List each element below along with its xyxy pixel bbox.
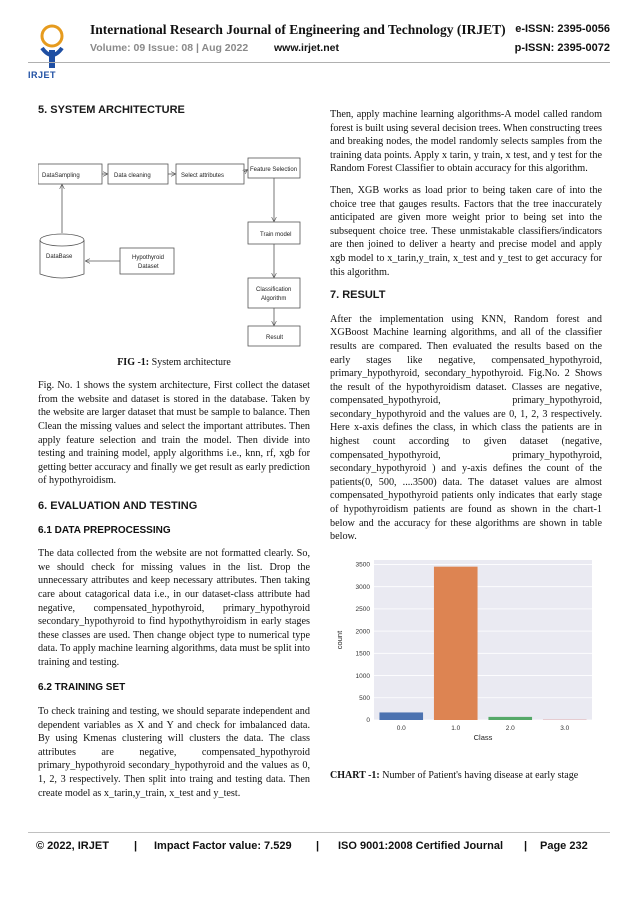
page-header [28,18,610,88]
diagram-label-classification: Classification [256,286,292,293]
volume-issue: Volume: 09 Issue: 08 | Aug 2022 [90,42,249,54]
paragraph-architecture: Fig. No. 1 shows the system architecture, First collect the dataset from the website and dataset is stored in the database. Taken by the website are larger dataset that must be sample to balance. Then Clean the missing values and select the important attributes. Then apply feature selection and train the model. Then divide into testing and training model, apply algorithms i.e., knn, rf, xgb for getting better accuracy and finally we get result as early prediction of hypothyroidism. [38,380,310,487]
chart-ytick-label: 1500 [355,650,370,658]
diagram-label-select-attributes: Select attributes [181,172,225,179]
footer-iso: ISO 9001:2008 Certified Journal [338,840,504,852]
footer-sep-2: | [316,840,320,852]
journal-title: International Research Journal of Engineering and Technology (IRJET) [90,22,506,37]
database-cylinder-top [40,234,84,246]
diagram-label-dataset: Dataset [138,263,159,270]
chart-y-axis-label: count [335,630,344,649]
chart-x-axis-label: Class [473,732,493,742]
paragraph-training-set: To check training and testing, we should separate independent and dependent variables as X and Y and check for imbalanced data. By using Kmenas clustering will clusters the data. The class attributes are negative, compensated_hypothyroid primary_hypothyroid secondary_hypothyroid and the values as 0, 1, 2, 3 respectively. Then split into traing and testing data. Then create model as x_tarin,y_train, x_test and y_test. [38,706,310,799]
chart-ytick-label: 3000 [355,583,370,591]
chart-xtick-label: 2.0 [505,724,515,732]
logo-text: IRJET [28,70,57,80]
fig-1-caption [38,356,310,370]
diagram-label-database: DataBase [46,253,73,260]
classification-box [248,278,300,308]
diagram-label-data-cleaning: Data cleaning [114,172,151,179]
chart-ytick-label: 2000 [355,628,370,636]
section-6-2-heading: 6.2 TRAINING SET [38,682,126,694]
fig-caption-label: FIG -1: [117,356,150,368]
section-6-1-heading: 6.1 DATA PREPROCESSING [38,524,171,536]
chart-ytick-label: 3500 [355,561,370,569]
chart-bar-0.0 [379,712,423,720]
paragraph-xgb: Then, XGB works as load prior to being taken care of into the choice tree that gauges results. Factors that the tree inaccurately anticipated are given more weight prior to being set into the subsequent choice tree. These unmistakable classifiers/indicators are then joined to deliver a hearty and precise model and apply xgb model to x_tarin,y_train, x_test and y_test to get accuracy for this algorithm. [330,184,602,278]
chart-ytick-label: 2500 [355,605,370,613]
chart-ytick-label: 0 [366,717,370,725]
e-issn: e-ISSN: 2395-0056 [515,23,610,35]
chart-ytick-label: 500 [359,694,370,702]
irjet-logo [34,22,70,74]
diagram-label-algorithm: Algorithm [261,295,287,302]
chart-bar-1.0 [434,566,478,719]
class-count-chart [330,552,602,757]
chart-xtick-label: 1.0 [451,724,461,732]
footer-copyright: © 2022, IRJET [36,840,109,852]
fig-caption-text: System architecture [149,356,231,368]
diagram-label-feature-selection: Feature Selection [250,166,298,173]
diagram-label-train-model: Train model [260,231,292,238]
section-7-heading: 7. RESULT [330,289,386,302]
journal-url[interactable]: www.irjet.net [274,42,339,54]
hypothyroid-dataset-box [120,248,174,274]
diagram-label-hypothyroid: Hypothyroid [132,254,165,261]
paragraph-result: After the implementation using KNN, Random forest and XGBoost Machine learning algorithms, and all of the classifier results are compared. Then evaluated the results based on the early stages like negative, compensated_hypothyroid, primary_hypothyroid, secondary_hypothyroid. Fig.No. 2 Shows the result of the hypothyroidism dataset. Classes are negative, compensated_hypothyroid, primary_hypothyroid, secondary_hypothyroid and the values are 0, 1, 2, 3 respectively. Here x-axis defines the class, in which class the patients are in highest count according to given dataset (negative, compensated_hypothyroid, primary_hypothyroid, secondary_hypothyroid ) and y-axis defines the count of the patients(0, 500, ....3500) data. The dataset values are almost compensated_hypothyroid patients only indicates that early stage of hypothyroidism patients are found as shown in the chart-1 below and the accuracy for these algorithms are shown in table below. [330,313,602,543]
chart-caption-text: Number of Patient's having disease at early stage [379,769,579,781]
chart-plot-area [374,560,592,720]
footer-page-number: Page 232 [540,840,588,852]
chart-ytick-label: 1000 [355,672,370,680]
chart-bar-2.0 [488,717,532,720]
header-divider [28,62,610,63]
chart-svg [330,552,602,757]
paragraph-preprocessing: The data collected from the website are not formatted clearly. So, we should check for missing values in the list. Drop the unnecessary attributes and keep necessary attributes. Then taking care about catagorical data i.e., in our dataset-class attribute had negative, compensated_hypothyroid, primary_hypothyroid secondary_hypothyroid to find hypothythyroidism in early stages these classes are used. Then change object type to numerical type data. To apply machine learning algorithms, data must be split into training and testing. [38,548,310,668]
footer-sep-1: | [134,840,138,852]
left-column [38,104,310,800]
diagram-label-datasampling: DataSampling [42,172,80,179]
chart-xtick-label: 3.0 [560,724,570,732]
chart-1-caption [330,769,602,783]
diagram-label-result: Result [266,334,284,341]
paragraph-random-forest: Then, apply machine learning algorithms-A model called random forest is built using several decision trees. When constructing trees and breaking nodes, the model randomly selects samples from the training data points. Apply x tarin, y train, x test, and y test for the Random Forest Classifier to obtain accuracy for this algorithm. [330,109,602,175]
footer-impact-factor: Impact Factor value: 7.529 [154,840,292,852]
section-5-heading: 5. SYSTEM ARCHITECTURE [38,104,185,116]
chart-caption-label: CHART -1: [330,769,380,781]
p-issn: p-ISSN: 2395-0072 [514,42,610,54]
footer-sep-3: | [524,840,528,852]
chart-xtick-label: 0.0 [396,724,406,732]
system-architecture-figure [38,128,310,348]
footer-divider [28,832,610,833]
right-column [330,108,602,782]
section-6-heading: 6. EVALUATION AND TESTING [38,499,198,512]
